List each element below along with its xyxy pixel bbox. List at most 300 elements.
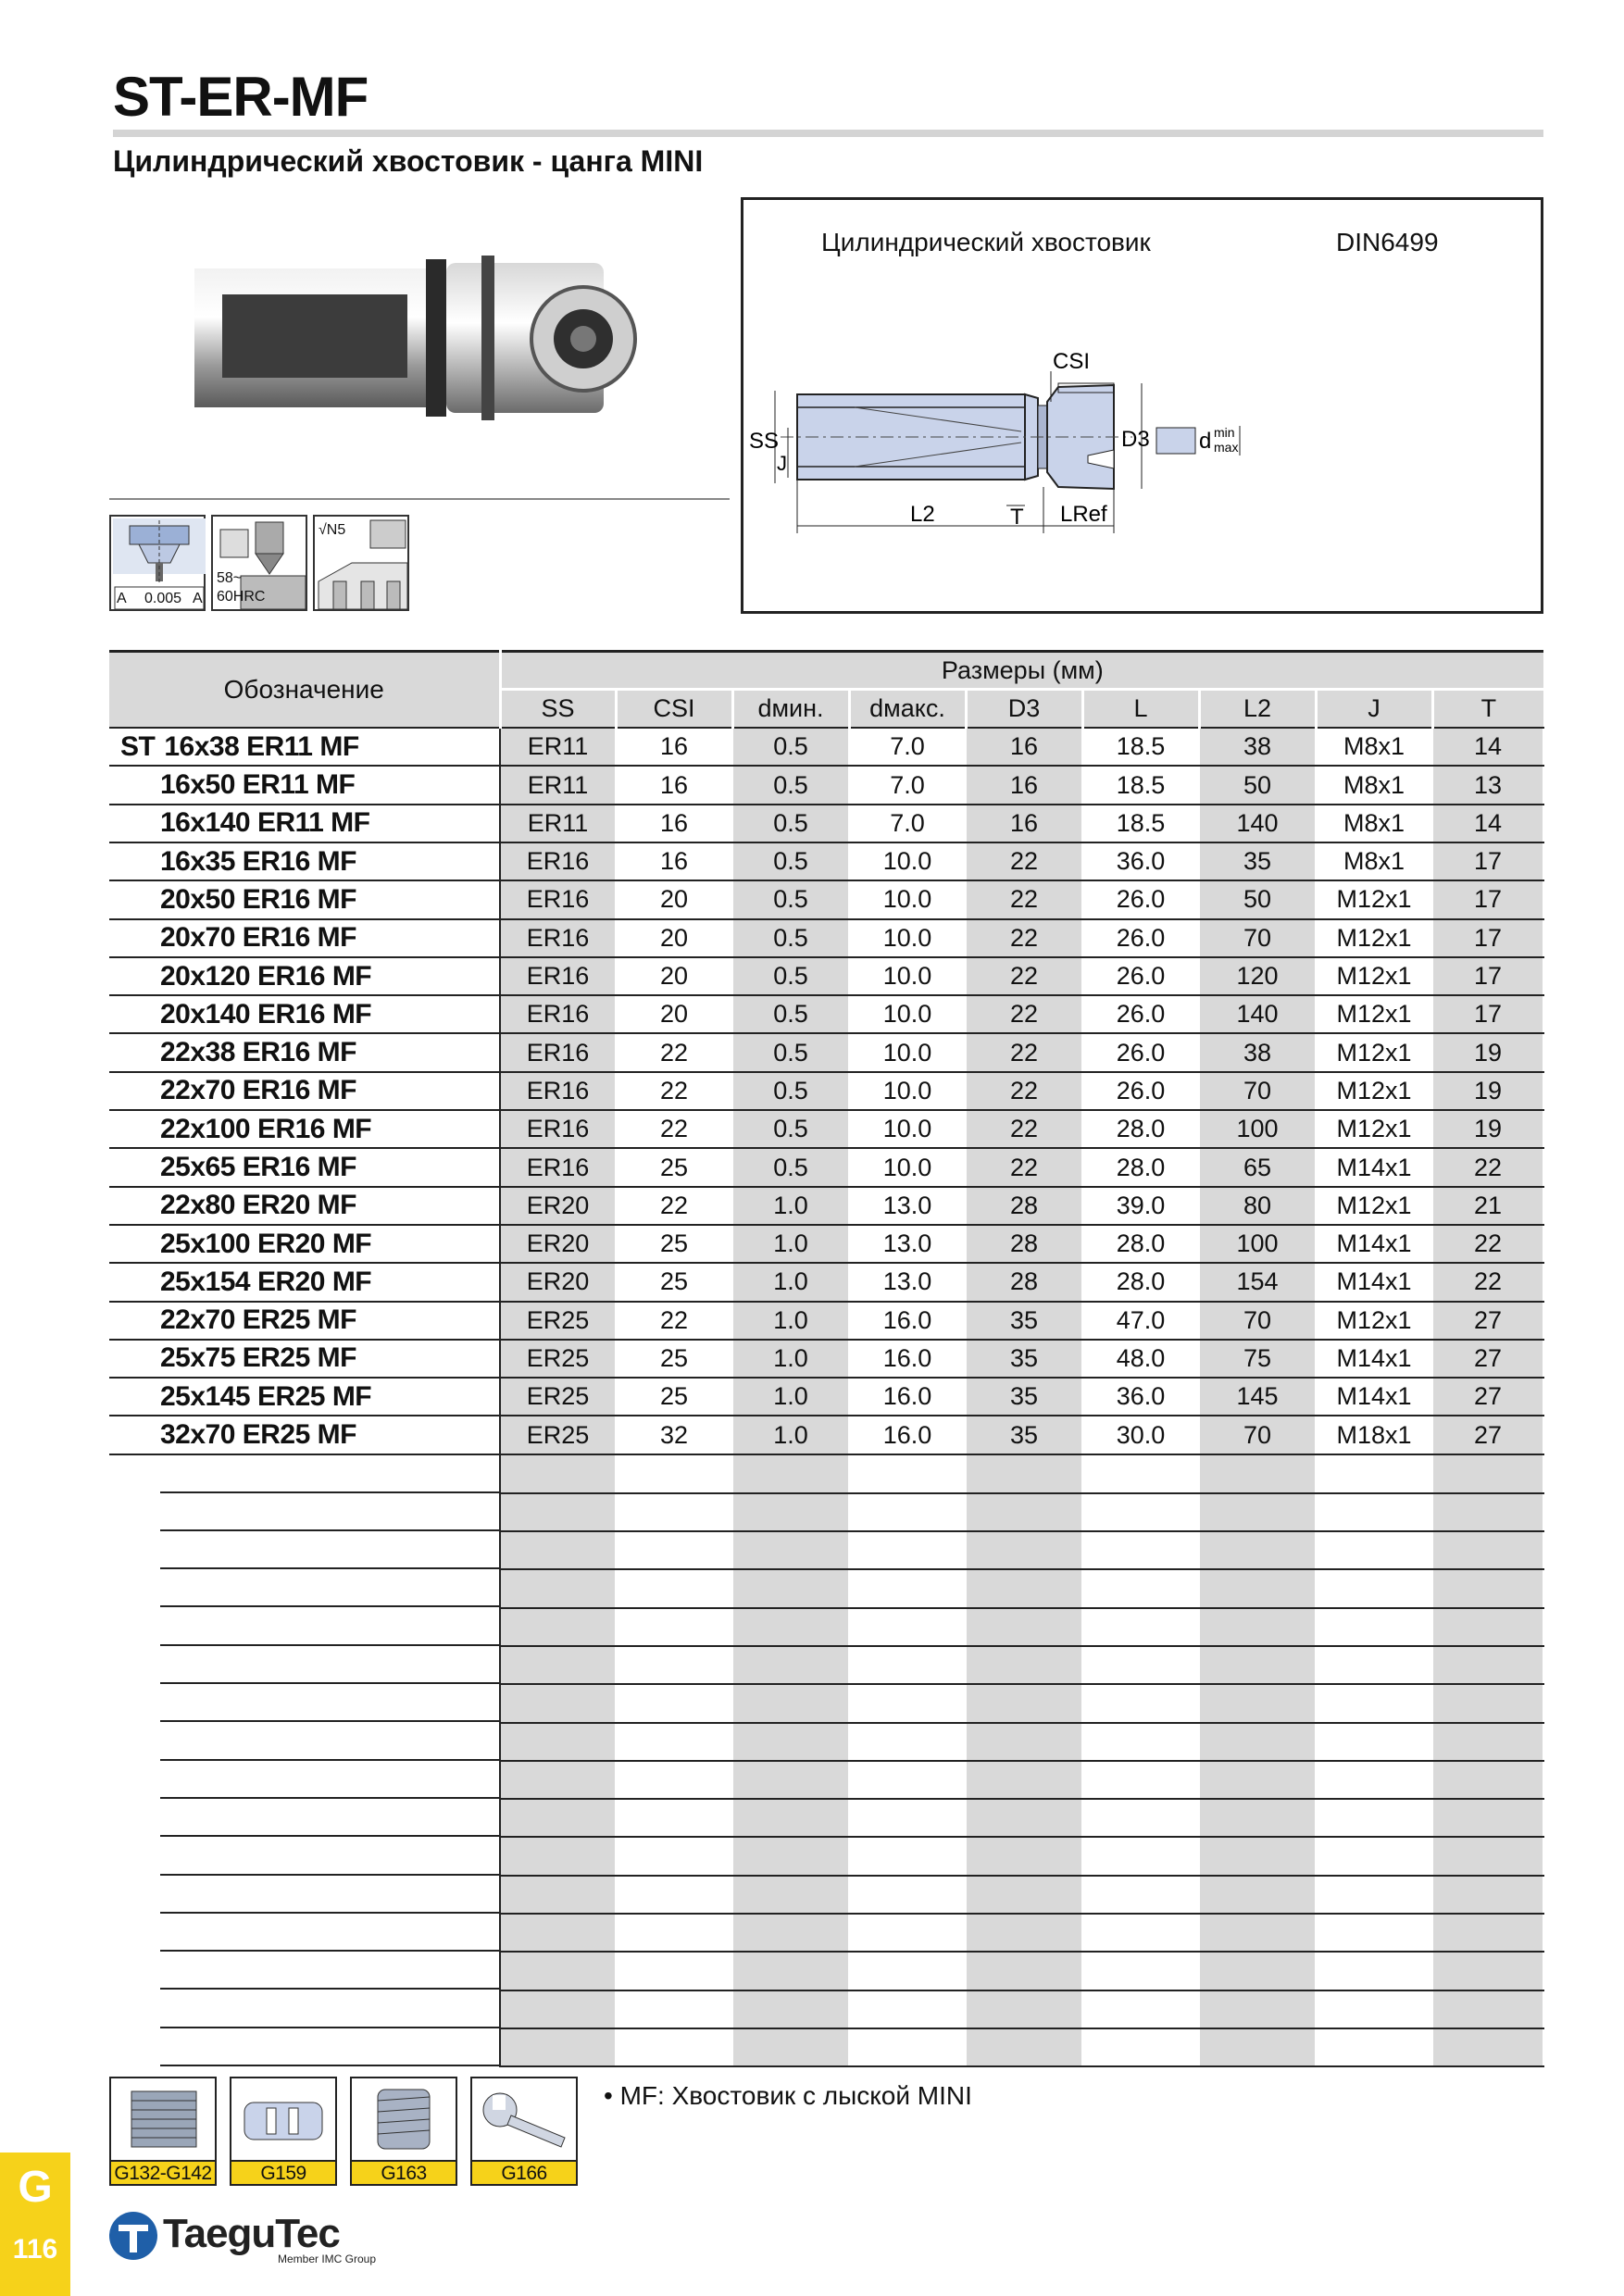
empty-designation-cell <box>109 1837 500 1875</box>
empty-cell <box>500 1990 616 2028</box>
table-cell: 16 <box>966 805 1082 842</box>
empty-designation-cell <box>109 1876 500 1914</box>
table-row <box>109 766 1543 804</box>
empty-cell <box>1082 1569 1199 1607</box>
designation-text: 25x145 ER25 MF <box>160 1380 372 1412</box>
table-cell: 10.0 <box>849 1072 966 1110</box>
link-collets[interactable] <box>109 2077 217 2186</box>
table-cell: 7.0 <box>849 805 966 842</box>
empty-cell <box>1082 1952 1199 1990</box>
drawing-title: Цилиндрический хвостовик <box>821 228 1151 256</box>
empty-cell <box>732 1914 849 1952</box>
empty-cell <box>732 1952 849 1990</box>
empty-cell <box>616 1876 732 1914</box>
empty-cell <box>966 1454 1082 1493</box>
designation-text: 16x38 ER11 MF <box>164 730 359 762</box>
table-cell: 13.0 <box>849 1225 966 1263</box>
table-cell: M12x1 <box>1316 1033 1432 1071</box>
label-t: T <box>1010 505 1024 530</box>
table-cell: 50 <box>1199 880 1316 918</box>
link-wrench[interactable] <box>470 2077 578 2186</box>
empty-row <box>109 2028 1543 2066</box>
table-cell: 13.0 <box>849 1187 966 1225</box>
technical-drawing <box>741 197 1543 614</box>
empty-cell <box>500 1723 616 1761</box>
empty-cell <box>966 1952 1082 1990</box>
table-cell: ER20 <box>500 1263 616 1301</box>
designation-cell <box>109 1033 500 1071</box>
table-cell: 1.0 <box>732 1263 849 1301</box>
table-cell: 22 <box>616 1110 732 1148</box>
designation-cell <box>109 1416 500 1454</box>
table-cell: 0.5 <box>732 957 849 995</box>
empty-cell <box>616 1608 732 1646</box>
table-cell: 10.0 <box>849 919 966 957</box>
empty-row <box>109 1684 1543 1722</box>
table-cell: 25 <box>616 1148 732 1186</box>
table-cell: M12x1 <box>1316 1187 1432 1225</box>
table-row <box>109 805 1543 842</box>
table-cell: 16.0 <box>849 1416 966 1454</box>
table-cell: ER16 <box>500 1072 616 1110</box>
table-cell: 0.5 <box>732 766 849 804</box>
table-cell: M14x1 <box>1316 1225 1432 1263</box>
empty-cell <box>849 1990 966 2028</box>
empty-cell <box>1316 1569 1432 1607</box>
table-cell: ER16 <box>500 995 616 1033</box>
designation-text: 16x140 ER11 MF <box>160 807 370 839</box>
table-cell: ER16 <box>500 919 616 957</box>
table-cell: 1.0 <box>732 1302 849 1340</box>
empty-cell <box>1199 1990 1316 2028</box>
designation-cell <box>109 1110 500 1148</box>
designation-cell <box>109 1378 500 1416</box>
table-row <box>109 728 1543 766</box>
empty-cell <box>732 1761 849 1799</box>
empty-cell <box>500 1569 616 1607</box>
empty-cell <box>500 2028 616 2066</box>
table-cell: ER25 <box>500 1378 616 1416</box>
empty-cell <box>1199 1837 1316 1875</box>
empty-cell <box>500 1608 616 1646</box>
empty-cell <box>616 1493 732 1531</box>
table-cell: 17 <box>1432 957 1543 995</box>
table-cell: 17 <box>1432 919 1543 957</box>
table-cell: M18x1 <box>1316 1416 1432 1454</box>
empty-designation-cell <box>109 1684 500 1722</box>
empty-cell <box>1199 1914 1316 1952</box>
table-cell: ER25 <box>500 1416 616 1454</box>
designation-cell <box>109 957 500 995</box>
table-cell: 16.0 <box>849 1378 966 1416</box>
table-cell: 19 <box>1432 1033 1543 1071</box>
table-cell: 7.0 <box>849 728 966 766</box>
empty-cell <box>849 1608 966 1646</box>
table-cell: 17 <box>1432 880 1543 918</box>
empty-cell <box>1432 1569 1543 1607</box>
empty-cell <box>500 1837 616 1875</box>
label-ss: SS <box>749 429 780 454</box>
runout-feature <box>109 515 206 611</box>
empty-cell <box>732 1799 849 1837</box>
empty-cell <box>966 1837 1082 1875</box>
empty-cell <box>1432 1876 1543 1914</box>
designation-cell <box>109 880 500 918</box>
designation-cell <box>109 1263 500 1301</box>
surface-finish-label: √N5 <box>319 522 346 538</box>
empty-cell <box>1432 1837 1543 1875</box>
table-cell: 16 <box>616 766 732 804</box>
table-cell: 16.0 <box>849 1302 966 1340</box>
table-cell: 22 <box>966 880 1082 918</box>
table-cell: 22 <box>966 1110 1082 1148</box>
drawing-standard: DIN6499 <box>1336 228 1439 256</box>
table-cell: 22 <box>616 1072 732 1110</box>
empty-designation-cell <box>109 1799 500 1837</box>
table-cell: 0.5 <box>732 995 849 1033</box>
table-cell: ER16 <box>500 880 616 918</box>
table-cell: 26.0 <box>1082 1072 1199 1110</box>
empty-cell <box>1082 1608 1199 1646</box>
table-cell: M14x1 <box>1316 1263 1432 1301</box>
empty-cell <box>1199 1799 1316 1837</box>
designation-cell <box>109 919 500 957</box>
label-lref: LRef <box>1060 502 1107 527</box>
table-row <box>109 842 1543 880</box>
designation-text: 20x120 ER16 MF <box>160 960 372 992</box>
table-cell: 22 <box>966 1072 1082 1110</box>
empty-cell <box>1432 1990 1543 2028</box>
link-nut-label: G159 <box>231 2160 335 2184</box>
table-cell: 17 <box>1432 842 1543 880</box>
empty-cell <box>732 1990 849 2028</box>
empty-cell <box>849 1799 966 1837</box>
table-cell: 10.0 <box>849 957 966 995</box>
designation-text: 16x50 ER11 MF <box>160 769 356 801</box>
table-cell: M14x1 <box>1316 1148 1432 1186</box>
table-cell: 35 <box>966 1378 1082 1416</box>
table-cell: 1.0 <box>732 1340 849 1378</box>
designation-text: 22x70 ER16 MF <box>160 1075 356 1106</box>
table-cell: 36.0 <box>1082 1378 1199 1416</box>
table-row <box>109 1416 1543 1454</box>
empty-cell <box>1082 2028 1199 2066</box>
table-cell: 47.0 <box>1082 1302 1199 1340</box>
feature-icons <box>109 515 409 611</box>
table-cell: 140 <box>1199 995 1316 1033</box>
empty-cell <box>1316 1646 1432 1684</box>
designation-text: 22x80 ER20 MF <box>160 1190 356 1221</box>
empty-cell <box>1199 1684 1316 1722</box>
empty-cell <box>1199 1531 1316 1569</box>
empty-cell <box>500 1493 616 1531</box>
empty-cell <box>1316 1914 1432 1952</box>
empty-cell <box>616 1761 732 1799</box>
empty-cell <box>849 1837 966 1875</box>
empty-cell <box>1432 1531 1543 1569</box>
table-cell: 70 <box>1199 1302 1316 1340</box>
table-cell: 0.5 <box>732 805 849 842</box>
designation-cell <box>109 1302 500 1340</box>
table-cell: 10.0 <box>849 880 966 918</box>
empty-row <box>109 1761 1543 1799</box>
table-cell: 154 <box>1199 1263 1316 1301</box>
dimensions-header: Размеры (мм) <box>500 652 1543 690</box>
empty-cell <box>1082 1684 1199 1722</box>
table-cell: 13 <box>1432 766 1543 804</box>
empty-cell <box>966 1493 1082 1531</box>
table-cell: 22 <box>616 1302 732 1340</box>
table-cell: 100 <box>1199 1225 1316 1263</box>
designation-text: 25x100 ER20 MF <box>160 1228 372 1259</box>
table-cell: 18.5 <box>1082 805 1199 842</box>
empty-cell <box>849 1454 966 1493</box>
empty-cell <box>616 1646 732 1684</box>
taegutec-logo-icon <box>106 2208 161 2264</box>
empty-row <box>109 1493 1543 1531</box>
empty-cell <box>616 1952 732 1990</box>
table-cell: 27 <box>1432 1340 1543 1378</box>
col-header: J <box>1316 690 1432 728</box>
table-cell: 10.0 <box>849 842 966 880</box>
table-cell: 65 <box>1199 1148 1316 1186</box>
empty-designation-cell <box>109 1608 500 1646</box>
table-cell: ER16 <box>500 842 616 880</box>
col-header: dмин. <box>732 690 849 728</box>
empty-designation-cell <box>109 1569 500 1607</box>
empty-cell <box>849 1493 966 1531</box>
empty-cell <box>1082 1454 1199 1493</box>
designation-text: 25x65 ER16 MF <box>160 1152 356 1182</box>
empty-cell <box>1432 2028 1543 2066</box>
empty-cell <box>1082 1876 1199 1914</box>
designation-text: 20x50 ER16 MF <box>160 883 356 915</box>
table-cell: 26.0 <box>1082 919 1199 957</box>
empty-designation-cell <box>109 1454 500 1493</box>
empty-cell <box>732 1837 849 1875</box>
empty-cell <box>1316 1454 1432 1493</box>
table-cell: 10.0 <box>849 1110 966 1148</box>
table-row <box>109 1302 1543 1340</box>
empty-cell <box>1432 1454 1543 1493</box>
empty-row <box>109 1723 1543 1761</box>
link-nut[interactable] <box>230 2077 337 2186</box>
empty-cell <box>1316 1493 1432 1531</box>
brand-subline: Member IMC Group <box>278 2252 377 2265</box>
designation-cell <box>109 766 500 804</box>
empty-cell <box>616 1684 732 1722</box>
table-row <box>109 995 1543 1033</box>
empty-cell <box>1199 1952 1316 1990</box>
table-cell: 1.0 <box>732 1187 849 1225</box>
hardness-line-1: 58~ <box>217 570 243 586</box>
table-cell: 50 <box>1199 766 1316 804</box>
table-cell: 16 <box>616 805 732 842</box>
empty-cell <box>1199 1493 1316 1531</box>
label-dmax: max <box>1214 440 1239 455</box>
empty-cell <box>1082 1990 1199 2028</box>
empty-cell <box>732 1684 849 1722</box>
empty-row <box>109 1608 1543 1646</box>
table-cell: ER16 <box>500 1110 616 1148</box>
designation-cell <box>109 805 500 842</box>
table-cell: 140 <box>1199 805 1316 842</box>
empty-cell <box>1316 2028 1432 2066</box>
page-number: 116 <box>12 2234 58 2265</box>
table-cell: 32 <box>616 1416 732 1454</box>
table-cell: ER25 <box>500 1340 616 1378</box>
table-cell: 35 <box>966 1340 1082 1378</box>
table-cell: 14 <box>1432 728 1543 766</box>
designation-cell <box>109 995 500 1033</box>
col-header: L2 <box>1199 690 1316 728</box>
empty-cell <box>500 1761 616 1799</box>
empty-cell <box>732 2028 849 2066</box>
empty-cell <box>1432 1646 1543 1684</box>
empty-cell <box>732 1646 849 1684</box>
table-row <box>109 1378 1543 1416</box>
table-cell: 30.0 <box>1082 1416 1199 1454</box>
table-cell: M8x1 <box>1316 766 1432 804</box>
hardness-feature <box>211 515 307 611</box>
empty-cell <box>1432 1608 1543 1646</box>
table-cell: 70 <box>1199 1416 1316 1454</box>
empty-cell <box>849 1646 966 1684</box>
col-header: SS <box>500 690 616 728</box>
empty-row <box>109 1646 1543 1684</box>
empty-designation-cell <box>109 1646 500 1684</box>
page-subtitle: Цилиндрический хвостовик - цанга MINI <box>113 144 704 178</box>
col-header: dмакс. <box>849 690 966 728</box>
table-cell: 25 <box>616 1263 732 1301</box>
table-cell: M12x1 <box>1316 880 1432 918</box>
table-cell: 28 <box>966 1263 1082 1301</box>
empty-designation-cell <box>109 1761 500 1799</box>
empty-row <box>109 1990 1543 2028</box>
table-cell: M12x1 <box>1316 957 1432 995</box>
empty-cell <box>1316 1876 1432 1914</box>
empty-cell <box>616 1799 732 1837</box>
empty-row <box>109 1454 1543 1493</box>
table-cell: 22 <box>616 1033 732 1071</box>
col-header: CSI <box>616 690 732 728</box>
designation-text: 20x70 ER16 MF <box>160 922 356 954</box>
empty-cell <box>966 2028 1082 2066</box>
empty-cell <box>1082 1531 1199 1569</box>
empty-row <box>109 1569 1543 1607</box>
table-cell: M14x1 <box>1316 1378 1432 1416</box>
empty-designation-cell <box>109 1723 500 1761</box>
empty-cell <box>1316 1684 1432 1722</box>
designation-cell <box>109 1072 500 1110</box>
table-cell: ER20 <box>500 1225 616 1263</box>
link-wrench-label: G166 <box>472 2160 576 2184</box>
runout-value: 0.005 <box>144 591 182 606</box>
table-cell: 145 <box>1199 1378 1316 1416</box>
designation-cell <box>109 842 500 880</box>
label-d3: D3 <box>1121 427 1150 452</box>
table-cell: 0.5 <box>732 880 849 918</box>
table-cell: M14x1 <box>1316 1340 1432 1378</box>
empty-cell <box>966 1684 1082 1722</box>
table-cell: 10.0 <box>849 1033 966 1071</box>
empty-cell <box>616 1914 732 1952</box>
table-row <box>109 880 1543 918</box>
table-cell: 0.5 <box>732 1033 849 1071</box>
link-screw[interactable] <box>350 2077 457 2186</box>
empty-cell <box>1316 1531 1432 1569</box>
table-cell: ER16 <box>500 1033 616 1071</box>
table-cell: 36.0 <box>1082 842 1199 880</box>
designation-cell <box>109 1225 500 1263</box>
empty-cell <box>1316 1952 1432 1990</box>
empty-cell <box>500 1684 616 1722</box>
clamping-nut-icon <box>231 2078 335 2160</box>
table-cell: 28.0 <box>1082 1225 1199 1263</box>
table-cell: 22 <box>1432 1225 1543 1263</box>
empty-cell <box>1199 1569 1316 1607</box>
link-screw-label: G163 <box>352 2160 456 2184</box>
table-cell: 22 <box>966 842 1082 880</box>
table-cell: 20 <box>616 919 732 957</box>
link-collets-label: G132-G142 <box>111 2160 215 2184</box>
table-row <box>109 1148 1543 1186</box>
empty-cell <box>966 1761 1082 1799</box>
table-cell: 22 <box>616 1187 732 1225</box>
table-cell: 19 <box>1432 1072 1543 1110</box>
empty-cell <box>849 2028 966 2066</box>
table-row <box>109 957 1543 995</box>
empty-cell <box>1199 1646 1316 1684</box>
table-cell: 21 <box>1432 1187 1543 1225</box>
empty-cell <box>966 1990 1082 2028</box>
table-cell: 80 <box>1199 1187 1316 1225</box>
empty-cell <box>616 1531 732 1569</box>
table-cell: 25 <box>616 1340 732 1378</box>
empty-cell <box>1082 1914 1199 1952</box>
table-cell: 10.0 <box>849 1148 966 1186</box>
empty-cell <box>966 1799 1082 1837</box>
empty-row <box>109 1876 1543 1914</box>
table-cell: 19 <box>1432 1110 1543 1148</box>
table-cell: 48.0 <box>1082 1340 1199 1378</box>
hardness-line-2: 60HRC <box>217 589 266 605</box>
empty-cell <box>849 1684 966 1722</box>
table-cell: 28 <box>966 1225 1082 1263</box>
table-cell: 18.5 <box>1082 766 1199 804</box>
table-cell: 22 <box>966 919 1082 957</box>
table-cell: 27 <box>1432 1378 1543 1416</box>
table-cell: 26.0 <box>1082 995 1199 1033</box>
table-row <box>109 1187 1543 1225</box>
empty-row <box>109 1531 1543 1569</box>
table-cell: 28 <box>966 1187 1082 1225</box>
empty-cell <box>1199 1723 1316 1761</box>
table-cell: ER11 <box>500 766 616 804</box>
table-cell: 1.0 <box>732 1378 849 1416</box>
table-cell: ER11 <box>500 728 616 766</box>
table-cell: M8x1 <box>1316 805 1432 842</box>
table-cell: 25 <box>616 1225 732 1263</box>
table-cell: 70 <box>1199 1072 1316 1110</box>
empty-designation-cell <box>109 1990 500 2028</box>
empty-cell <box>732 1723 849 1761</box>
empty-cell <box>849 1531 966 1569</box>
empty-designation-cell <box>109 1531 500 1569</box>
designation-text: 22x70 ER25 MF <box>160 1304 356 1336</box>
empty-cell <box>849 1723 966 1761</box>
table-row <box>109 1072 1543 1110</box>
